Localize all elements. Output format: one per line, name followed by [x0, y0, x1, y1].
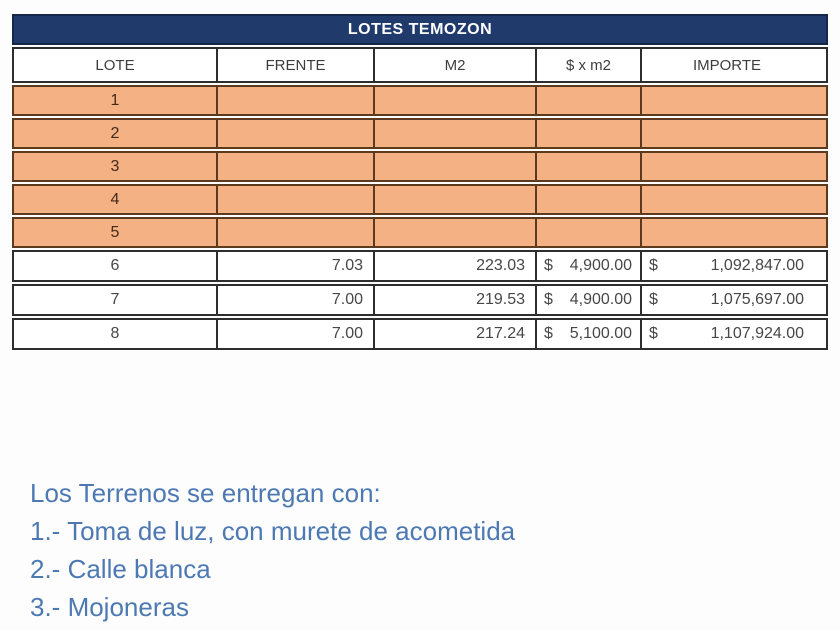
cell-precio-m2 — [535, 320, 640, 348]
table-row — [12, 284, 828, 316]
cell-precio-m2 — [535, 120, 640, 147]
currency-symbol: $ — [544, 257, 553, 274]
cell-lote: 5 — [110, 223, 120, 241]
cell-frente — [216, 153, 373, 180]
table-body — [12, 85, 828, 350]
cell-frente: 7.00 — [216, 320, 373, 348]
currency-symbol: $ — [649, 257, 658, 274]
cell-m2 — [373, 186, 535, 213]
column-header-importe: IMPORTE — [640, 49, 812, 81]
cell-precio-m2 — [535, 87, 640, 114]
currency-symbol: $ — [544, 291, 553, 308]
cell-frente — [216, 186, 373, 213]
cell-lote: 3 — [110, 157, 120, 175]
cell-importe — [640, 219, 812, 246]
cell-frente: 7.00 — [216, 286, 373, 314]
amount: 1,075,697.00 — [710, 291, 804, 308]
cell-precio-m2 — [535, 252, 640, 280]
cell-lote: 2 — [110, 124, 120, 142]
cell-precio-m2 — [535, 186, 640, 213]
cell-lote: 7 — [110, 291, 120, 308]
cell-m2 — [373, 120, 535, 147]
table-row — [12, 217, 828, 248]
cell-lote: 8 — [110, 325, 120, 342]
table-row — [12, 250, 828, 282]
currency-symbol: $ — [649, 325, 658, 342]
currency-symbol: $ — [649, 291, 658, 308]
amount: 1,107,924.00 — [710, 325, 804, 342]
cell-precio-m2 — [535, 219, 640, 246]
column-header-precio-m2: $ x m2 — [535, 49, 640, 81]
cell-lote: 4 — [110, 190, 120, 208]
cell-m2: 219.53 — [373, 286, 535, 314]
cell-m2 — [373, 153, 535, 180]
cell-m2: 223.03 — [373, 252, 535, 280]
amount: 4,900.00 — [569, 291, 632, 308]
cell-precio-m2 — [535, 153, 640, 180]
table-row — [12, 184, 828, 215]
table-header-row — [12, 47, 828, 83]
cell-lote: 6 — [110, 257, 120, 274]
table-title-bar — [12, 14, 828, 45]
cell-frente — [216, 219, 373, 246]
cell-m2 — [373, 219, 535, 246]
cell-importe — [640, 320, 812, 348]
cell-importe — [640, 120, 812, 147]
cell-frente — [216, 87, 373, 114]
column-header-m2: M2 — [373, 49, 535, 81]
table-title: LOTES TEMOZON — [347, 20, 493, 38]
cell-importe — [640, 186, 812, 213]
table-row — [12, 118, 828, 149]
cell-lote: 1 — [110, 91, 120, 109]
column-header-frente: FRENTE — [216, 49, 373, 81]
table-row — [12, 318, 828, 350]
note-line: 1.- Toma de luz, con murete de acometida — [30, 516, 516, 546]
note-line: Los Terrenos se entregan con: — [30, 478, 381, 508]
cell-precio-m2 — [535, 286, 640, 314]
column-header-lote: LOTE — [95, 56, 135, 74]
cell-importe — [640, 252, 812, 280]
cell-frente: 7.03 — [216, 252, 373, 280]
cell-importe — [640, 87, 812, 114]
cell-importe — [640, 286, 812, 314]
cell-m2: 217.24 — [373, 320, 535, 348]
amount: 5,100.00 — [569, 325, 632, 342]
table-row — [12, 151, 828, 182]
cell-frente — [216, 120, 373, 147]
note-line: 2.- Calle blanca — [30, 554, 211, 584]
amount: 1,092,847.00 — [710, 257, 804, 274]
amount: 4,900.00 — [569, 257, 632, 274]
cell-m2 — [373, 87, 535, 114]
delivery-notes — [30, 474, 515, 626]
cell-importe — [640, 153, 812, 180]
note-line: 3.- Mojoneras — [30, 592, 189, 622]
lotes-table — [12, 14, 828, 350]
table-row — [12, 85, 828, 116]
currency-symbol: $ — [544, 325, 553, 342]
